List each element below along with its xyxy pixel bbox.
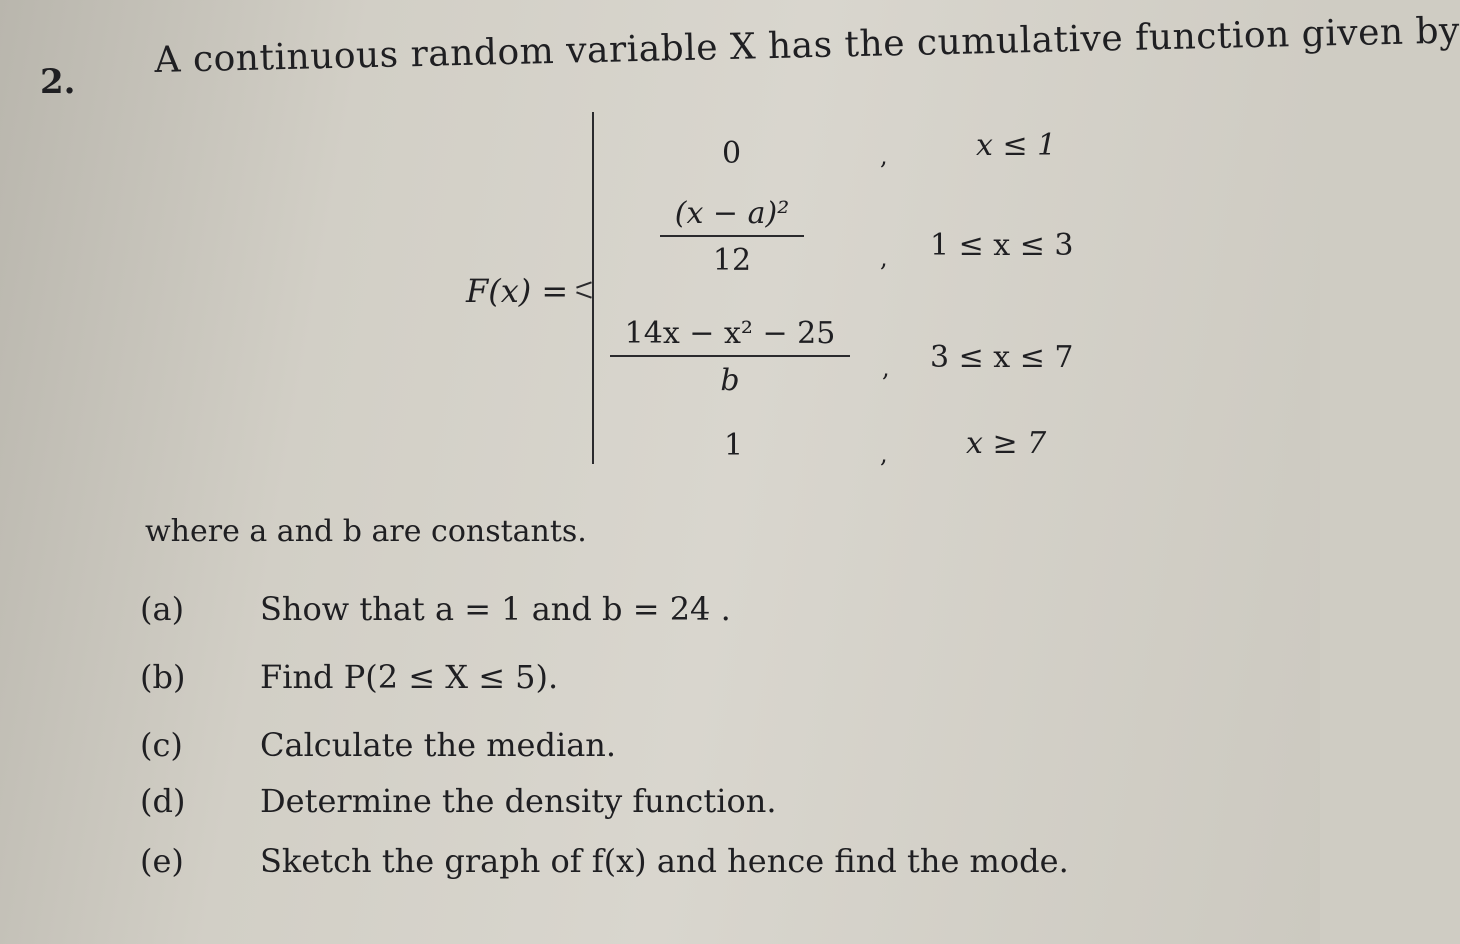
case-4-condition: x ≥ 7 [966,426,1047,461]
function-lhs: F(x) = [466,272,569,310]
part-b-text: Find P(2 ≤ X ≤ 5). [260,658,559,696]
part-d-text: Determine the density function. [260,782,777,820]
part-c-text: Calculate the median. [260,726,617,764]
question-number: 2. [40,62,76,102]
part-e [140,842,1069,880]
part-d [140,782,776,820]
case-1-condition: x ≤ 1 [976,128,1057,163]
constants-note: where a and b are constants. [145,514,587,549]
part-c [140,726,616,764]
part-b [140,658,558,696]
part-c-label: (c) [140,726,183,764]
case-2-fraction [660,196,804,278]
question-stem: A continuous random variable X has the cumulative function given by [154,10,1460,81]
case-1-comma: , [880,142,888,170]
case-3-fraction [610,316,850,398]
case-3-comma: , [882,354,890,382]
part-b-label: (b) [140,658,186,696]
case-3-denominator: b [720,363,740,398]
part-d-label: (d) [140,782,186,820]
case-2-comma: , [880,244,888,272]
left-brace [592,112,608,464]
part-a-label: (a) [140,590,185,628]
part-e-label: (e) [140,842,184,880]
case-4-comma: , [880,440,888,468]
case-2-condition: 1 ≤ x ≤ 3 [930,228,1074,263]
case-2-numerator: (x − a)² [674,196,790,231]
case-4-expr: 1 [724,428,744,463]
case-3-numerator: 14x − x² − 25 [624,316,836,351]
case-2-denominator: 12 [712,243,752,278]
case-1-expr: 0 [722,136,742,171]
part-a-text: Show that a = 1 and b = 24 . [260,590,731,628]
case-3-condition: 3 ≤ x ≤ 7 [930,340,1074,375]
part-a [140,590,731,628]
part-e-text: Sketch the graph of f(x) and hence find the mode. [260,842,1069,880]
